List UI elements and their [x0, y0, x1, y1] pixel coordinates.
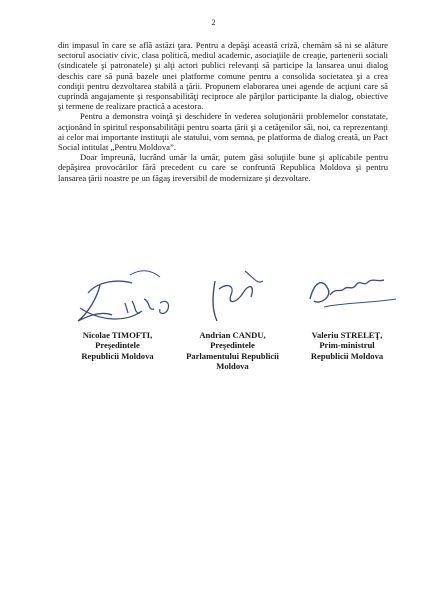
signatory-name: Valeriu STRELEŢ, — [311, 330, 383, 340]
signatory-block — [175, 330, 290, 372]
signatory-institution-line2: Moldova — [216, 361, 249, 372]
signatory-institution: Republicii Moldova — [81, 350, 154, 361]
signature-candu — [205, 263, 275, 328]
signatory-block — [292, 330, 402, 361]
signatory-institution: Parlamentului Republicii — [186, 350, 279, 361]
signatory-role: Preşedintele — [95, 340, 140, 351]
paragraph: Doar împreună, lucrând umăr la umăr, putem găsi soluţiile bune şi aplicabile pentru depăşirea provocărilor fără precedent cu care se confruntă Republica Moldova şi pentru lansarea ţării noastre pe un făgaş ireversibil de modernizare şi dezvoltare. — [58, 152, 388, 183]
signatory-name: Andrian CANDU, — [199, 330, 266, 340]
paragraph: Pentru a demonstra voinţă şi deschidere în vederea soluţionării problemelor constatate, acţionând în spiritul responsabilităţii pentru soarta ţării şi a cetăţenilor săi, noi, ca reprezentanţi ai celor mai importante instituţii ale statului, vom semna, pe platforma de dialog creată, un Pact Social intitulat „Pentru Moldova”. — [58, 111, 388, 153]
paragraph: din impasul în care se află astăzi ţara. Pentru a depăşi această criză, chemăm să ni se alăture sectorul asociativ civic, clasa politică, mediul academic, asociaţiile de creaţie, partenerii sociali (sindicatele şi patronatele) şi alţi actori publici relevanţi să participe la lansarea unui dialog deschis care să pună bazele unei platforme comune pentru a consolida societatea şi a crea condiţii pentru dezvoltarea stabilă a ţării. Propunem elaborarea unei agende de acţiuni care să cuprindă angajamente şi responsabilităţi reciproce ale părţilor participante la dialog, obiective şi termene de realizare practică a acestora. — [58, 40, 388, 112]
signatory-institution: Republicii Moldova — [310, 350, 384, 361]
page-number: 2 — [211, 18, 216, 27]
signatory-name: Nicolae TIMOFTI, — [82, 330, 153, 340]
signatory-role: Preşedintele — [210, 340, 255, 351]
signatory-role: Prim-ministrul — [319, 340, 375, 351]
signature-strelet — [300, 263, 405, 328]
signatory-block — [60, 330, 175, 361]
body-text — [58, 40, 388, 183]
signature-timofti — [70, 263, 190, 328]
